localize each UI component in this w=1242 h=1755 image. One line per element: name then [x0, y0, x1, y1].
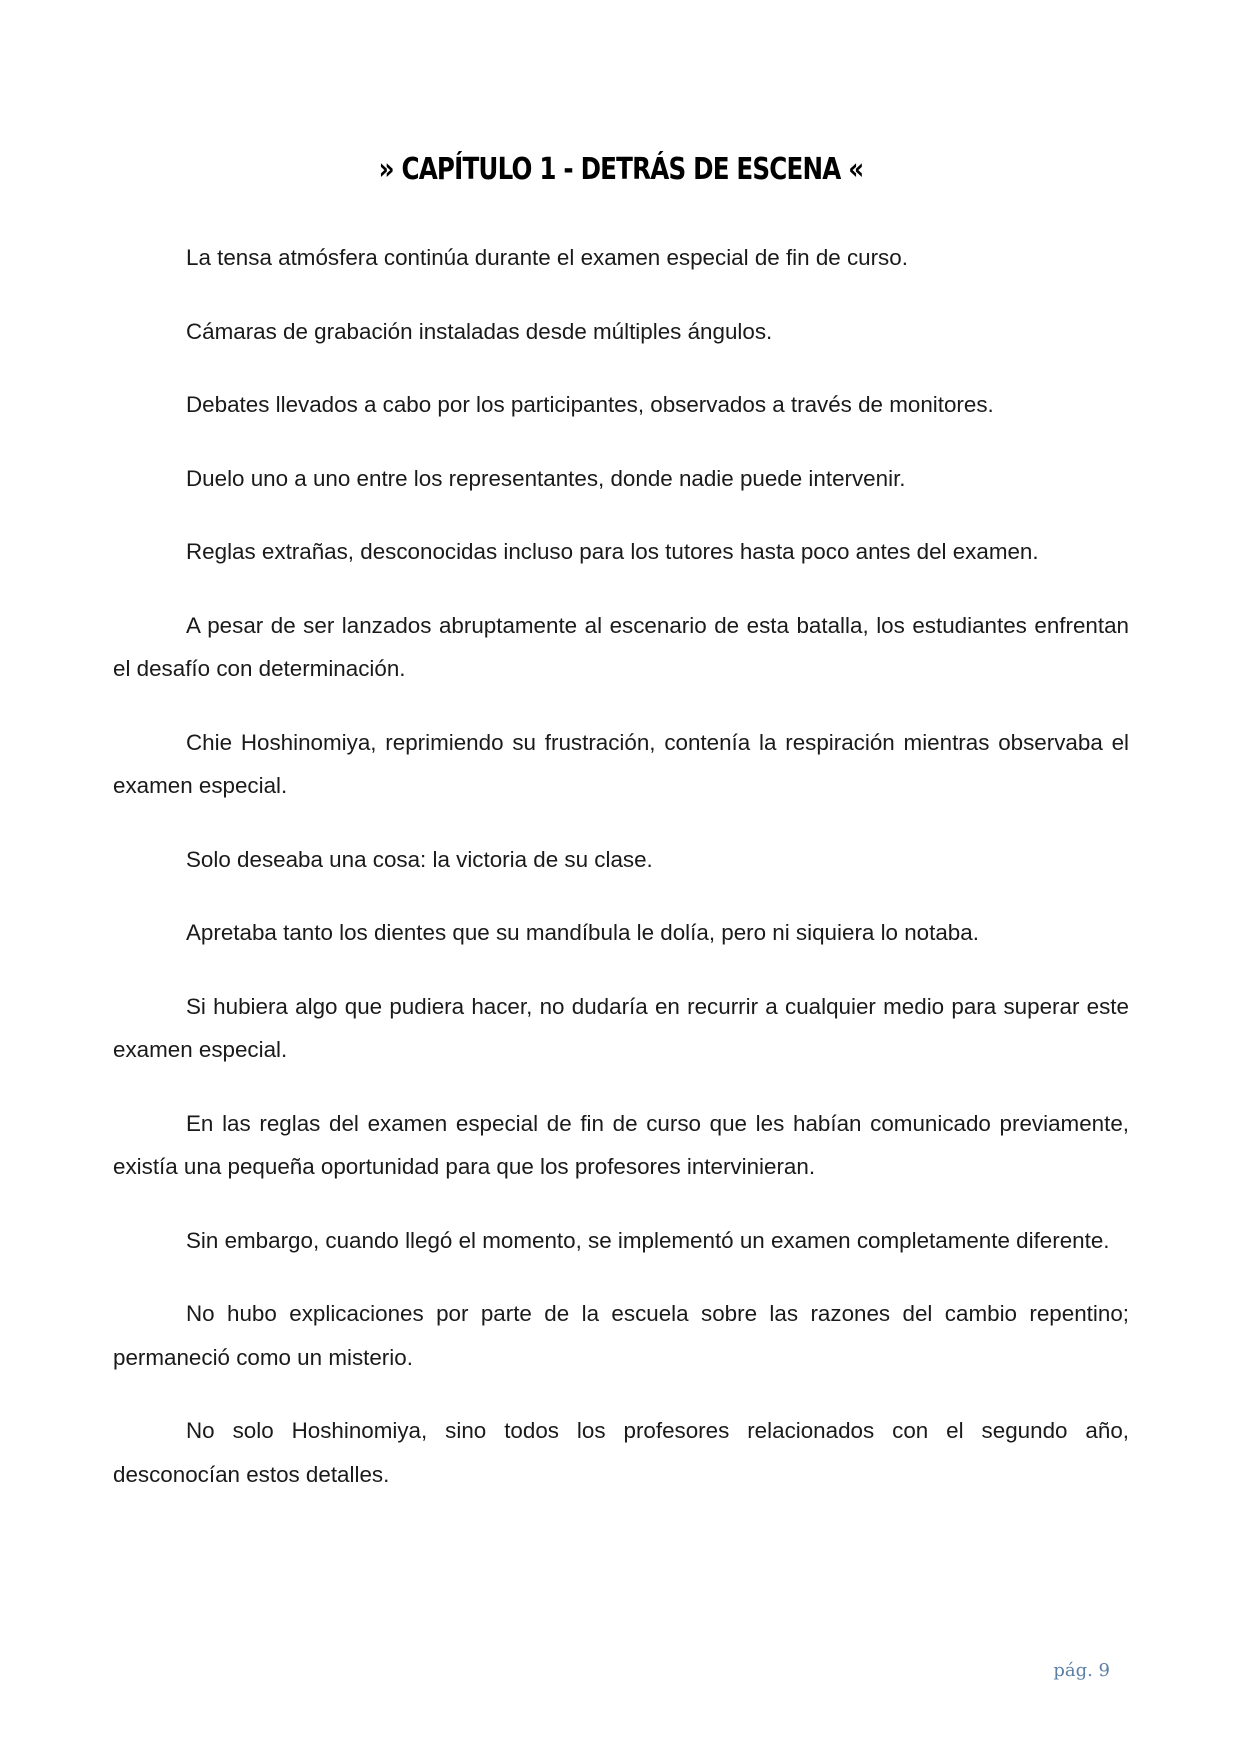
paragraph: No solo Hoshinomiya, sino todos los profesores relacionados con el segundo año, desconocían estos detalles.: [113, 1418, 1129, 1487]
paragraph: Duelo uno a uno entre los representantes, donde nadie puede intervenir.: [186, 465, 906, 491]
paragraph: Debates llevados a cabo por los participantes, observados a través de monitores.: [186, 392, 994, 417]
page-number: pág. 9: [1053, 1660, 1110, 1681]
chapter-body: [113, 236, 1129, 1526]
paragraph: No hubo explicaciones por parte de la escuela sobre las razones del cambio repentino; permaneció como un misterio.: [113, 1301, 1129, 1370]
paragraph: A pesar de ser lanzados abruptamente al escenario de esta batalla, los estudiantes enfrentan el desafío con determinación.: [113, 612, 1129, 681]
paragraph: Sin embargo, cuando llegó el momento, se implementó un examen completamente diferente.: [186, 1227, 1110, 1253]
paragraph: Apretaba tanto los dientes que su mandíbula le dolía, pero ni siquiera lo notaba.: [186, 920, 979, 945]
paragraph: La tensa atmósfera continúa durante el examen especial de fin de curso.: [186, 245, 908, 270]
paragraph: Chie Hoshinomiya, reprimiendo su frustración, contenía la respiración mientras observaba el examen especial.: [113, 729, 1129, 798]
paragraph: Cámaras de grabación instaladas desde múltiples ángulos.: [186, 318, 773, 344]
paragraph: Solo deseaba una cosa: la victoria de su clase.: [186, 846, 653, 872]
paragraph: En las reglas del examen especial de fin de curso que les habían comunicado previamente, existía una pequeña oportunidad para que los profesores intervinieran.: [113, 1110, 1129, 1179]
paragraph: Si hubiera algo que pudiera hacer, no dudaría en recurrir a cualquier medio para superar este examen especial.: [113, 993, 1129, 1062]
chapter-title: » CAPÍTULO 1 - DETRÁS DE ESCENA «: [378, 152, 864, 187]
paragraph: Reglas extrañas, desconocidas incluso para los tutores hasta poco antes del examen.: [186, 539, 1039, 564]
